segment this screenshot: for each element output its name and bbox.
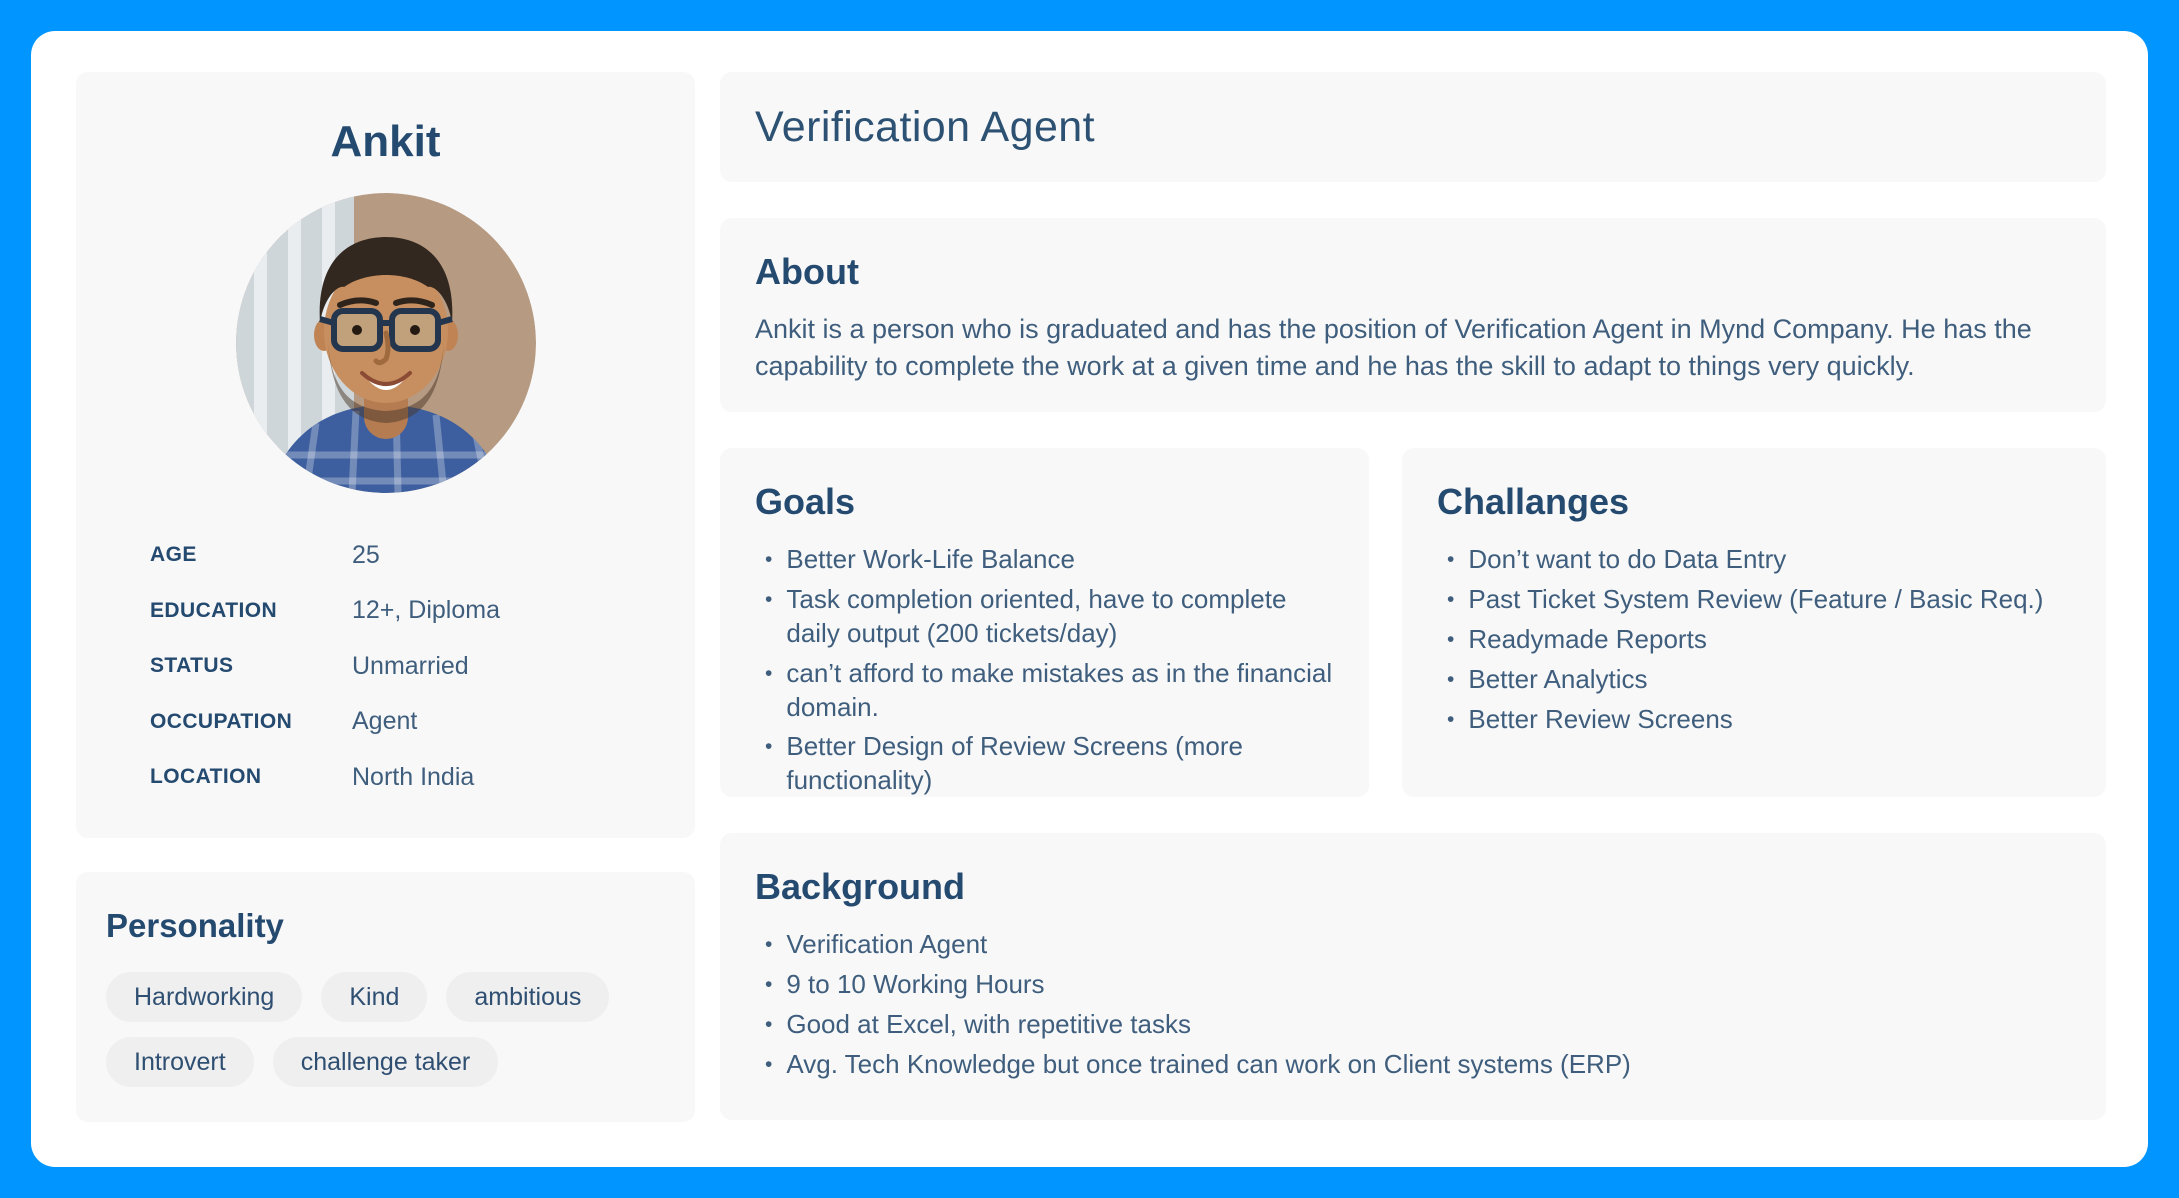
- background-list-item: [765, 968, 2071, 1002]
- background-item-text: Verification Agent: [786, 929, 988, 960]
- profile-photo-illustration: [236, 193, 536, 493]
- background-list-item: [765, 1048, 2071, 1082]
- detail-value: North India: [352, 762, 475, 791]
- detail-value: 12+, Diploma: [352, 596, 500, 625]
- detail-value: Unmarried: [352, 651, 469, 680]
- bullet-glyph: •: [1447, 548, 1455, 572]
- background-list-item: [765, 1008, 2071, 1042]
- role-title-card: [720, 72, 2106, 182]
- challenges-item-text: Past Ticket System Review (Feature / Basic Req.): [1468, 584, 2044, 615]
- personality-tag: Kind: [321, 972, 427, 1022]
- goals-item-text: Better Work-Life Balance: [786, 544, 1075, 575]
- bullet-glyph: •: [1447, 708, 1455, 732]
- bullet-glyph: •: [1447, 588, 1455, 612]
- challenges-item-text: Don’t want to do Data Entry: [1468, 544, 1787, 575]
- personality-tag: ambitious: [446, 972, 609, 1022]
- challenges-item-text: Readymade Reports: [1468, 624, 1707, 655]
- profile-photo: [236, 193, 536, 493]
- background-list: [755, 928, 2071, 1082]
- profile-details: [76, 539, 695, 794]
- goals-list-item: [765, 730, 1339, 798]
- goals-title: Goals: [755, 481, 856, 522]
- left-column: [76, 72, 695, 1122]
- detail-value: 25: [352, 540, 380, 569]
- challenges-list-item: [1447, 703, 2076, 737]
- challenges-list-item: [1447, 583, 2076, 617]
- detail-label: AGE: [150, 543, 197, 567]
- bullet-glyph: •: [1447, 628, 1455, 652]
- right-column: [720, 72, 2106, 1122]
- persona-canvas: [31, 31, 2148, 1167]
- background-item-text: 9 to 10 Working Hours: [786, 969, 1045, 1000]
- detail-value: Agent: [352, 707, 418, 736]
- challenges-item-text: Better Review Screens: [1468, 704, 1733, 735]
- detail-label: OCCUPATION: [150, 709, 293, 733]
- goals-challenges-row: [720, 448, 2106, 797]
- about-title: About: [755, 251, 859, 292]
- background-item-text: Avg. Tech Knowledge but once trained can work on Client systems (ERP): [786, 1049, 1631, 1080]
- personality-tag: Introvert: [106, 1037, 254, 1087]
- background-card: [720, 833, 2106, 1120]
- personality-tags: [106, 972, 665, 1087]
- bullet-glyph: •: [765, 661, 773, 685]
- goals-list-item: [765, 657, 1339, 725]
- bullet-glyph: •: [765, 973, 773, 997]
- challenges-list-item: [1447, 663, 2076, 697]
- challenges-list-item: [1447, 623, 2076, 657]
- profile-card: [76, 72, 695, 838]
- detail-label: LOCATION: [150, 765, 262, 789]
- role-title: Verification Agent: [755, 102, 1096, 151]
- personality-tag: challenge taker: [273, 1037, 499, 1087]
- about-card: [720, 218, 2106, 412]
- bullet-glyph: •: [765, 735, 773, 759]
- goals-list-item: [765, 543, 1339, 577]
- bullet-glyph: •: [765, 588, 773, 612]
- goals-list-item: [765, 583, 1339, 651]
- personality-title: Personality: [106, 907, 284, 944]
- background-item-text: Good at Excel, with repetitive tasks: [786, 1009, 1191, 1040]
- challenges-list: [1437, 543, 2076, 737]
- background-title: Background: [755, 866, 966, 907]
- detail-label: STATUS: [150, 654, 234, 678]
- bullet-glyph: •: [765, 1053, 773, 1077]
- challenges-title: Challanges: [1437, 481, 1630, 522]
- bullet-glyph: •: [765, 548, 773, 572]
- bullet-glyph: •: [765, 933, 773, 957]
- bullet-glyph: •: [1447, 668, 1455, 692]
- goals-item-text: can’t afford to make mistakes as in the financial domain.: [786, 657, 1333, 722]
- challenges-item-text: Better Analytics: [1468, 664, 1648, 695]
- profile-name: Ankit: [330, 117, 441, 166]
- goals-item-text: Task completion oriented, have to complete daily output (200 tickets/day): [786, 584, 1287, 648]
- goals-item-text: Better Design of Review Screens (more functionality): [786, 731, 1243, 796]
- background-list-item: [765, 928, 2071, 962]
- about-text: Ankit is a person who is graduated and has the position of Verification Agent in Mynd Company. He has the capability to complete the work at a given time and he has the skill to adapt to things very quickly.: [755, 314, 2032, 381]
- challenges-list-item: [1447, 543, 2076, 577]
- detail-label: EDUCATION: [150, 598, 278, 622]
- goals-list: [755, 543, 1339, 798]
- challenges-card: [1402, 448, 2106, 797]
- personality-card: [76, 872, 695, 1122]
- personality-tag: Hardworking: [106, 972, 302, 1022]
- bullet-glyph: •: [765, 1013, 773, 1037]
- goals-card: [720, 448, 1369, 797]
